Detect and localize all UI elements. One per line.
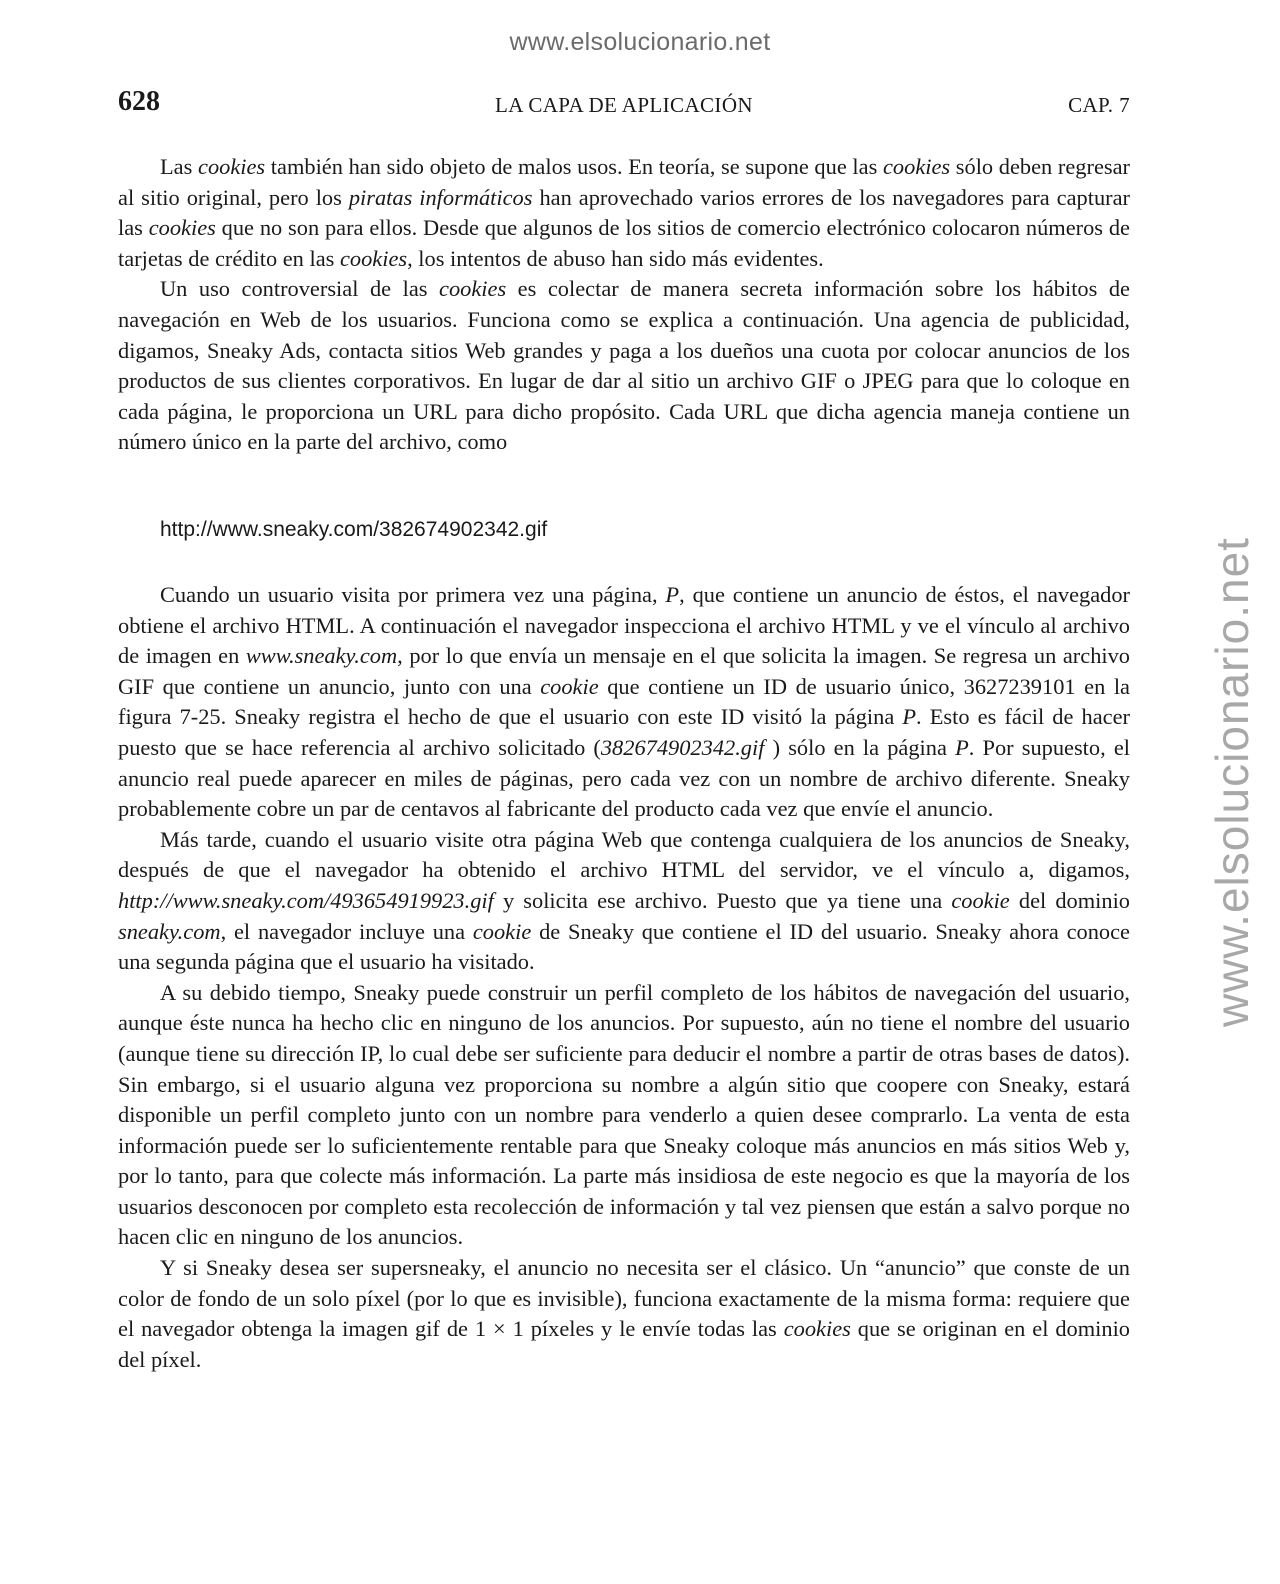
italic-term: piratas informáticos — [348, 184, 533, 210]
page-number: 628 — [118, 86, 160, 117]
paragraph: Más tarde, cuando el usuario visite otra página Web que contenga cualquiera de los anuncios de Sneaky, después de que el navegador ha obtenido el archivo HTML del servidor, ve el vínculo a, digamos, http://www.sneaky.com/493654919923.gif y solicita ese archivo. Puesto que ya tiene una cookie del dominio sneaky.com, el navegador incluye una cookie de Sneaky que contiene el ID del usuario. Sneaky ahora conoce una segunda página que el usuario ha visitado. — [118, 826, 1130, 975]
chapter-title: LA CAPA DE APLICACIÓN — [495, 93, 753, 117]
italic-term: 382674902342.gif — [600, 734, 765, 760]
italic-term: cookies — [198, 154, 266, 179]
italic-term: cookie — [540, 673, 599, 699]
italic-term: P — [955, 734, 969, 760]
italic-term: http://www.sneaky.com/493654919923.gif — [118, 887, 494, 913]
watermark-top: www.elsolucionario.net — [509, 28, 771, 56]
italic-term: cookies — [439, 276, 507, 302]
watermark-side-text: www.elsolucionario.net — [1206, 537, 1258, 1027]
paragraph: Y si Sneaky desea ser supersneaky, el anuncio no necesita ser el clásico. Un “anuncio” que conste de un color de fondo de un solo píxel (por lo que es invisible), funciona exactamente de la misma forma: requiere que el navegador obtenga la imagen gif de 1 × 1 píxeles y le envíe todas las cookies que se originan en el dominio del píxel. — [118, 1255, 1130, 1372]
italic-term: cookie — [472, 918, 532, 944]
italic-term: cookies — [882, 154, 951, 179]
italic-term: cookies — [148, 215, 216, 241]
italic-term: sneaky.com — [118, 918, 221, 944]
body-text-after — [118, 580, 1130, 1375]
paragraph: A su debido tiempo, Sneaky puede construir un perfil completo de los hábitos de navegación del usuario, aunque éste nunca ha hecho clic en ninguno de los anuncios. Por supuesto, aún no tiene el nombre del usuario (aunque tiene su dirección IP, lo cual debe ser suficiente para deducir el nombre a partir de otras bases de datos). Sin embargo, si el usuario alguna vez proporciona su nombre a algún sitio que coopere con Sneaky, estará disponible un perfil completo junto con un nombre para venderlo a quien desee comprarlo. La venta de esta información puede ser lo suficientemente rentable para que Sneaky coloque más anuncios en más sitios Web y, por lo tanto, para que colecte más información. La parte más insidiosa de este negocio es que la mayoría de los usuarios desconocen por completo esta recolección de información y tal vez piensen que están a salvo porque no hacen clic en ninguno de los anuncios. — [118, 979, 1130, 1250]
chapter-ref: CAP. 7 — [1068, 93, 1130, 117]
italic-term: www.sneaky.com — [245, 643, 398, 669]
paragraph: Un uso controversial de las cookies es colectar de manera secreta información sobre los hábitos de navegación en Web de los usuarios. Funciona como se explica a continuación. Una agencia de publicidad, digamos, Sneaky Ads, contacta sitios Web grandes y paga a los dueños una cuota por colocar anuncios de los productos de sus clientes corporativos. En lugar de dar al sitio un archivo GIF o JPEG para que lo coloque en cada página, le proporciona un URL para dicho propósito. Cada URL que dicha agencia maneja contiene un número único en la parte del archivo, como — [118, 276, 1130, 455]
italic-term: cookies — [783, 1316, 851, 1342]
italic-term: cookie — [951, 887, 1010, 913]
code-example-url: http://www.sneaky.com/382674902342.gif — [160, 518, 548, 541]
italic-term: cookies — [339, 245, 408, 271]
running-head — [118, 86, 1130, 126]
paragraph: Las cookies también han sido objeto de malos usos. En teoría, se supone que las cookies sólo deben regresar al sitio original, pero los piratas informáticos han aprovechado varios errores de los navegadores para capturar las cookies que no son para ellos. Desde que algunos de los sitios de comercio electrónico colocaron números de tarjetas de crédito en las cookies, los intentos de abuso han sido más evidentes. — [118, 154, 1131, 271]
italic-term: P — [902, 704, 917, 730]
italic-term: P — [665, 582, 680, 607]
paragraph: Cuando un usuario visita por primera vez una página, P, que contiene un anuncio de éstos, el navegador obtiene el archivo HTML. A continuación el navegador inspecciona el archivo HTML y ve el vínculo al archivo de imagen en www.sneaky.com, por lo que envía un mensaje en el que solicita la imagen. Se regresa un archivo GIF que contiene un anuncio, junto con una cookie que contiene un ID de usuario único, 3627239101 en la figura 7-25. Sneaky registra el hecho de que el usuario con este ID visitó la página P. Esto es fácil de hacer puesto que se hace referencia al archivo solicitado (382674902342.gif ) sólo en la página P. Por supuesto, el anuncio real puede aparecer en miles de páginas, pero cada vez con un nombre de archivo diferente. Sneaky probablemente cobre un par de centavos al fabricante del producto cada vez que envíe el anuncio. — [118, 582, 1130, 822]
body-text-before — [118, 152, 1130, 458]
